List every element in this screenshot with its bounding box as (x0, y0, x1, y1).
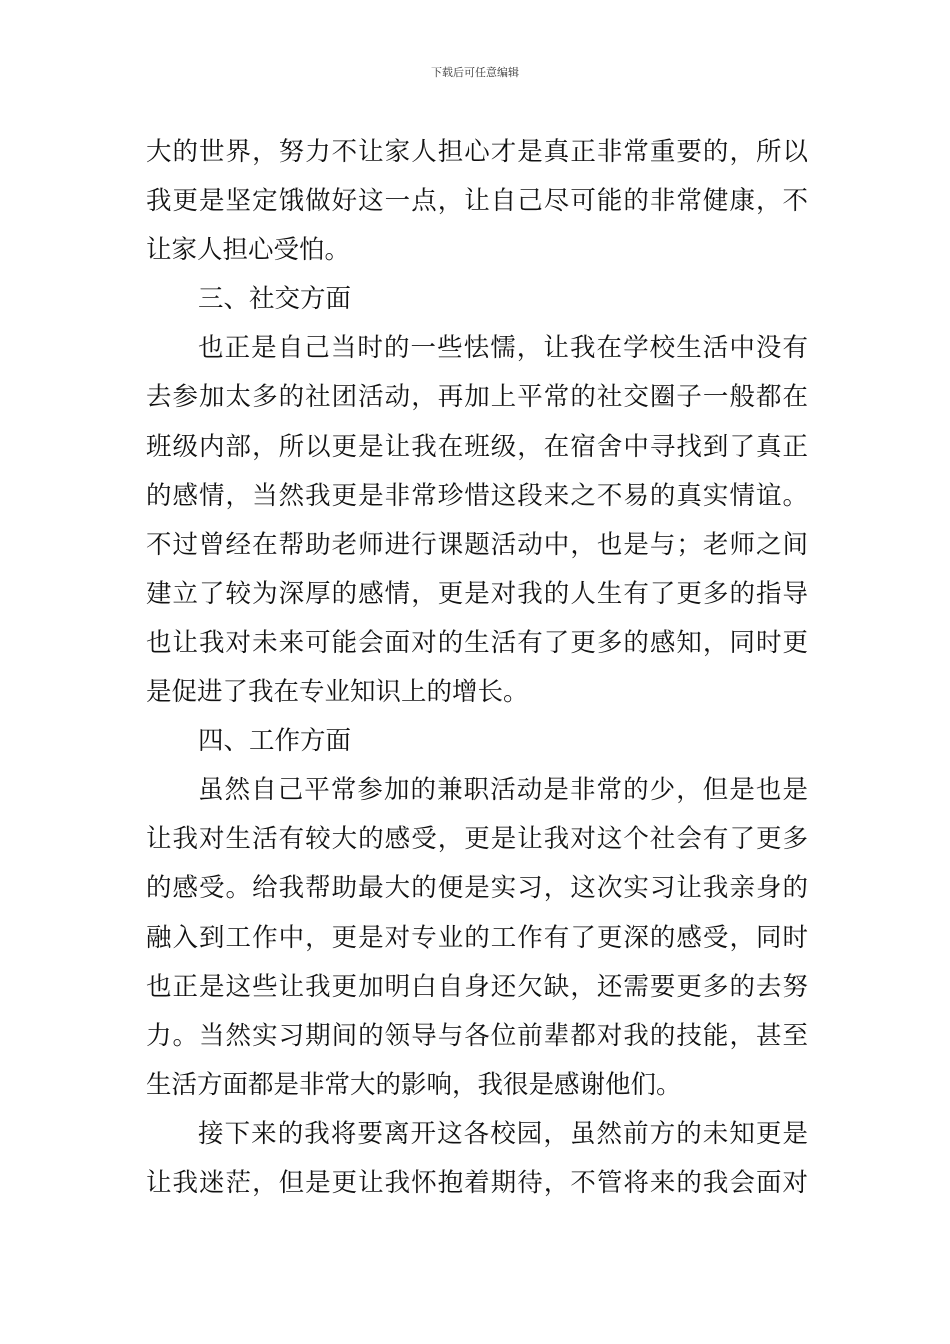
text-line: 力。当然实习期间的领导与各位前辈都对我的技能，甚至 (146, 1020, 808, 1051)
text-line: 是促进了我在专业知识上的增长。 (146, 677, 529, 708)
text-line: 让家人担心受怕。 (146, 235, 351, 266)
text-line: 也正是自己当时的一些怯懦，让我在学校生活中没有 (198, 333, 808, 364)
text-line: 班级内部，所以更是让我在班级，在宿舍中寻找到了真正 (146, 431, 808, 462)
text-line: 也让我对未来可能会面对的生活有了更多的感知，同时更 (146, 627, 808, 658)
text-line: 的感受。给我帮助最大的便是实习，这次实习让我亲身的 (146, 873, 808, 904)
text-line: 生活方面都是非常大的影响，我很是感谢他们。 (146, 1069, 682, 1100)
text-line: 虽然自己平常参加的兼职活动是非常的少，但是也是 (198, 775, 808, 806)
text-line: 大的世界，努力不让家人担心才是真正非常重要的，所以 (146, 137, 808, 167)
text-line: 的感情，当然我更是非常珍惜这段来之不易的真实情谊。 (146, 480, 808, 511)
text-line: 不过曾经在帮助老师进行课题活动中，也是与；老师之间 (146, 529, 808, 560)
document-body (146, 128, 808, 1208)
text-line: 让我对生活有较大的感受，更是让我对这个社会有了更多 (146, 824, 808, 855)
section-heading: 四、工作方面 (198, 726, 352, 757)
text-line: 接下来的我将要离开这各校园，虽然前方的未知更是 (198, 1118, 808, 1149)
text-line: 也正是这些让我更加明白自身还欠缺，还需要更多的去努 (146, 971, 808, 1002)
text-line: 去参加太多的社团活动，再加上平常的社交圈子一般都在 (146, 382, 808, 413)
text-line: 我更是坚定饿做好这一点，让自己尽可能的非常健康，不 (146, 186, 808, 217)
section-heading: 三、社交方面 (198, 284, 352, 315)
text-line: 融入到工作中，更是对专业的工作有了更深的感受，同时 (146, 922, 808, 953)
page-header: 下载后可任意编辑 (431, 66, 519, 79)
text-line: 建立了较为深厚的感情，更是对我的人生有了更多的指导 (146, 578, 808, 609)
text-line: 让我迷茫，但是更让我怀抱着期待，不管将来的我会面对 (146, 1167, 808, 1198)
